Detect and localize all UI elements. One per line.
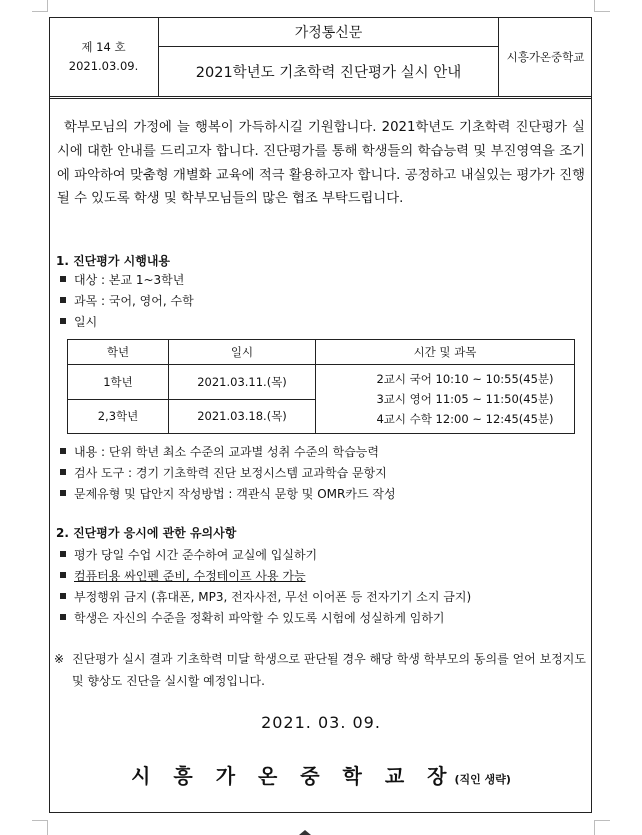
school-name: 시흥가온중학교 xyxy=(506,49,585,64)
table-cell-grade: 2,3학년 xyxy=(68,399,169,434)
table-cell-grade: 1학년 xyxy=(68,365,169,400)
crop-mark-top-right-h xyxy=(595,11,610,12)
section1-heading: 1. 진단평가 시행내용 xyxy=(56,254,171,268)
crop-mark-top-left-v xyxy=(47,0,48,12)
section2-heading: 2. 진단평가 응시에 관한 유의사항 xyxy=(56,526,237,540)
header-double-rule xyxy=(49,96,592,99)
crop-mark-bottom-right-h xyxy=(595,820,610,821)
seal-omitted-note: (직인 생략) xyxy=(454,773,511,786)
notice-paragraph xyxy=(54,648,586,692)
square-bullet-icon xyxy=(60,551,66,557)
table-header-cell: 학년 xyxy=(68,340,169,365)
principal-title: 시 흥 가 온 중 학 교 장 xyxy=(131,764,455,788)
bullet-item: 컴퓨터용 싸인펜 준비, 수정테이프 사용 가능 xyxy=(60,567,306,584)
bullet-item: 부정행위 금지 (휴대폰, MP3, 전자사전, 무선 이어폰 등 전자기기 소지 금지) xyxy=(60,588,471,605)
crop-mark-top-left-h xyxy=(32,11,47,12)
issue-date: 2021.03.09. xyxy=(68,58,139,73)
table-header-row xyxy=(68,340,575,365)
crop-mark-bottom-left-h xyxy=(32,820,47,821)
table-header-cell: 시간 및 과목 xyxy=(316,340,575,365)
table-cell-date: 2021.03.11.(목) xyxy=(169,365,316,400)
bullet-item: 검사 도구 : 경기 기초학력 진단 보정시스템 교과학습 문항지 xyxy=(60,464,387,481)
time-slot: 3교시 영어 11:05 ~ 11:50(45분) xyxy=(376,392,554,406)
schedule-table xyxy=(67,339,575,434)
time-slot: 4교시 수학 12:00 ~ 12:45(45분) xyxy=(376,412,554,426)
square-bullet-icon xyxy=(60,593,66,599)
square-bullet-icon xyxy=(60,276,66,282)
bullet-item: 내용 : 단위 학년 최소 수준의 교과별 성취 수준의 학습능력 xyxy=(60,443,379,460)
notice-text: 진단평가 실시 결과 기초학력 미달 학생으로 판단될 경우 해당 학생 학부모의 동의를 얻어 보정지도 및 향상도 진단을 실시할 예정입니다. xyxy=(72,652,586,688)
table-cell-times xyxy=(316,365,575,434)
letter-header xyxy=(49,17,592,96)
issue-info xyxy=(49,17,159,96)
newsletter-type: 가정통신문 xyxy=(159,17,499,47)
bullet-item: 대상 : 본교 1~3학년 xyxy=(60,271,184,288)
crop-mark-bottom-right-v xyxy=(594,820,595,835)
square-bullet-icon xyxy=(60,572,66,578)
table-row xyxy=(68,365,575,400)
square-bullet-icon xyxy=(60,318,66,324)
principal-signature xyxy=(0,760,642,789)
bullet-item: 일시 xyxy=(60,313,97,330)
bullet-item: 평가 당일 수업 시간 준수하여 교실에 입실하기 xyxy=(60,546,317,563)
letter-date: 2021. 03. 09. xyxy=(261,713,381,732)
square-bullet-icon xyxy=(60,297,66,303)
square-bullet-icon xyxy=(60,469,66,475)
square-bullet-icon xyxy=(60,448,66,454)
intro-paragraph: 학부모님의 가정에 늘 행복이 가득하시길 기원합니다. 2021학년도 기초학력 진단평가 실시에 대한 안내를 드리고자 합니다. 진단평가를 통해 학생들의 학습능력 및 부진영역을 조기에 파악하여 맞춤형 개별화 교육에 적극 활용하고자 합니다. 공정하고 내실있는 평가가 진행될 수 있도록 학생 및 학부모님들의 많은 협조 부탁드립니다. xyxy=(57,120,585,207)
square-bullet-icon xyxy=(60,490,66,496)
bullet-item: 학생은 자신의 수준을 정확히 파악할 수 있도록 시험에 성실하게 임하기 xyxy=(60,609,445,626)
bullet-item: 과목 : 국어, 영어, 수학 xyxy=(60,292,194,309)
reference-mark: ※ xyxy=(54,652,65,666)
issue-number: 제 14 호 xyxy=(81,39,126,54)
bullet-item: 문제유형 및 답안지 작성방법 : 객관식 문항 및 OMR카드 작성 xyxy=(60,485,396,502)
time-slot: 2교시 국어 10:10 ~ 10:55(45분) xyxy=(376,372,554,386)
table-header-cell: 일시 xyxy=(169,340,316,365)
letter-title: 2021학년도 기초학력 진단평가 실시 안내 xyxy=(159,47,499,96)
crop-mark-bottom-left-v xyxy=(47,820,48,835)
square-bullet-icon xyxy=(60,614,66,620)
text-cursor-icon xyxy=(299,830,311,835)
table-cell-date: 2021.03.18.(목) xyxy=(169,399,316,434)
